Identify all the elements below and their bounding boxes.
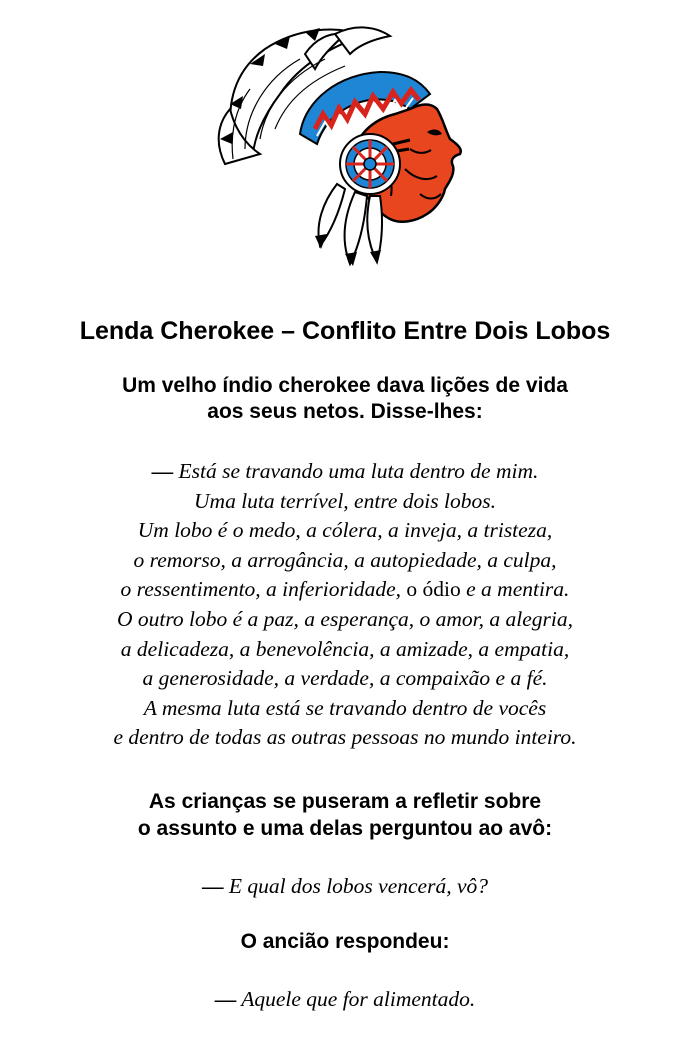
answer-dash: —	[214, 987, 237, 1011]
speech-line: e dentro de todas as outras pessoas no mundo inteiro.	[113, 725, 577, 750]
chief-headdress-illustration	[205, 14, 480, 269]
speech-dash: —	[151, 459, 174, 483]
narration-line: As crianças se puseram a refletir sobre	[148, 790, 542, 813]
question-text: E qual dos lobos vencerá, vô?	[228, 874, 489, 898]
intro-line: Um velho índio cherokee dava lições de vida	[122, 374, 568, 397]
speech-line	[0, 457, 690, 487]
question-dash: —	[201, 874, 224, 898]
speech-line: a generosidade, a verdade, a compaixão e a fé.	[142, 666, 548, 691]
speech-line: O outro lobo é a paz, a esperança, o amor, a alegria,	[116, 606, 574, 631]
speech-line: o remorso, a arrogância, a autopiedade, a culpa,	[133, 547, 557, 572]
intro-line: aos seus netos. Disse-lhes:	[207, 400, 483, 423]
narration-paragraph	[0, 788, 690, 842]
speech-line: A mesma luta está se travando dentro de vocês	[143, 695, 547, 720]
speech-plain-segment: o ódio	[406, 577, 461, 602]
speech-line: Um lobo é o medo, a cólera, a inveja, a tristeza,	[137, 518, 553, 543]
speech-line: Uma luta terrível, entre dois lobos.	[194, 488, 496, 513]
speech-segment: o ressentimento, a inferioridade,	[120, 577, 407, 602]
intro-paragraph	[0, 373, 690, 425]
page-title: Lenda Cherokee – Conflito Entre Dois Lobos	[79, 317, 611, 345]
speech-segment: e a mentira.	[460, 577, 570, 602]
elder-answer	[0, 984, 690, 1014]
elder-speech	[0, 457, 690, 753]
speech-line: a delicadeza, a benevolência, a amizade, a empatia,	[120, 636, 570, 661]
speech-line	[0, 575, 690, 605]
reply-intro: O ancião respondeu:	[240, 930, 450, 953]
speech-first-line: Está se travando uma luta dentro de mim.	[178, 459, 539, 483]
chief-headdress-icon	[205, 14, 480, 269]
child-question	[0, 871, 690, 901]
answer-text: Aquele que for alimentado.	[241, 987, 476, 1011]
narration-line: o assunto e uma delas perguntou ao avô:	[137, 817, 553, 840]
